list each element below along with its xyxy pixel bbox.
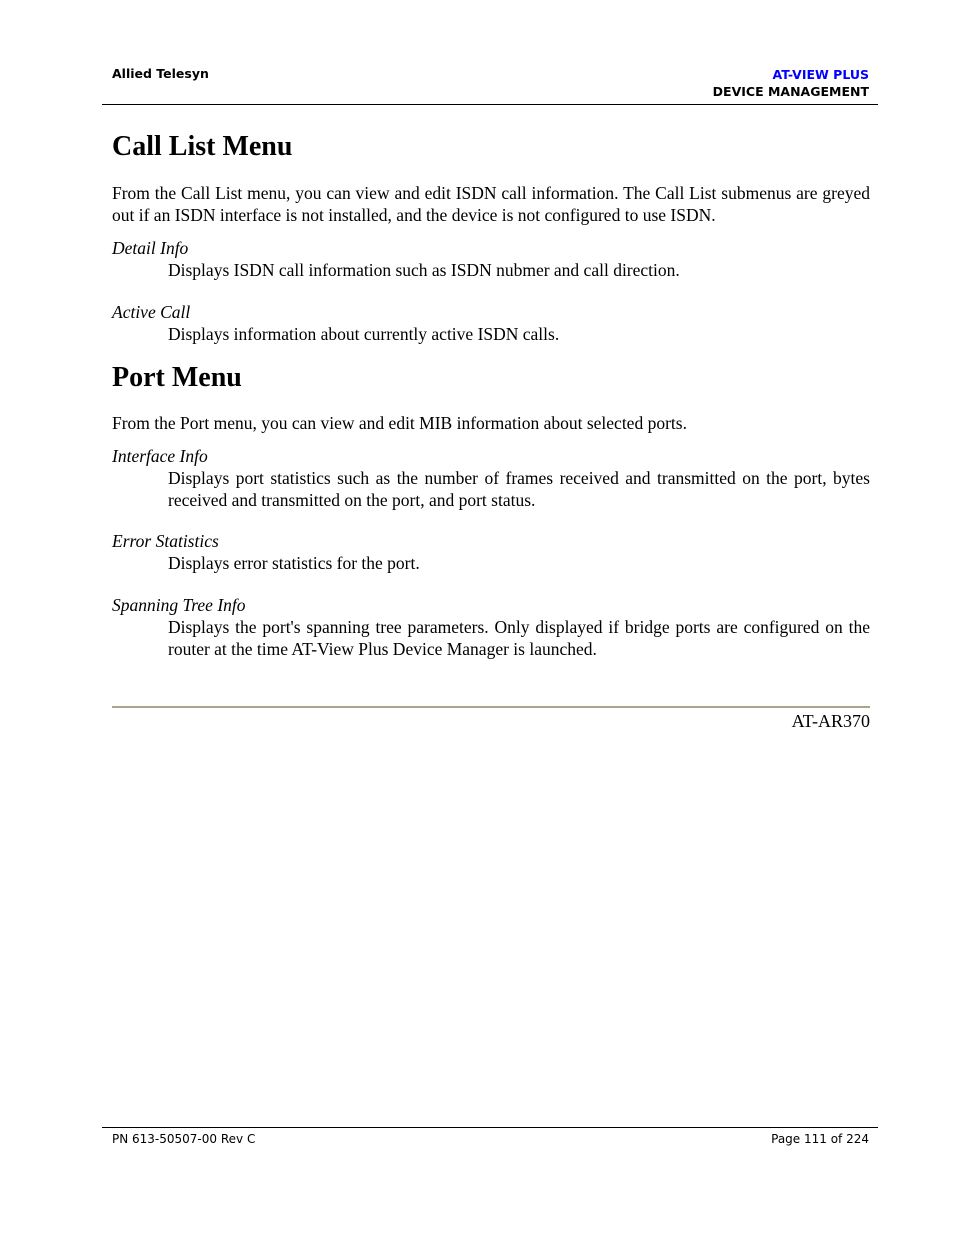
model-divider <box>112 706 870 708</box>
term-spanning-tree-info: Spanning Tree Info <box>112 595 246 615</box>
port-item-interface-info <box>112 446 870 511</box>
desc-spanning-tree-info: Displays the port's spanning tree parameters. Only displayed if bridge ports are configured on the router at the time AT-View Plus Device Manager is launched. <box>168 617 870 659</box>
desc-detail-info: Displays ISDN call information such as ISDN nubmer and call direction. <box>168 260 680 280</box>
footer-part-number: PN 613-50507-00 Rev C <box>112 1132 256 1146</box>
model-label: AT-AR370 <box>791 711 870 731</box>
call-list-intro: From the Call List menu, you can view and edit ISDN call information. The Call List submenus are greyed out if an ISDN interface is not installed, and the device is not configured to use ISDN. <box>112 183 870 225</box>
port-intro: From the Port menu, you can view and edit MIB information about selected ports. <box>112 413 687 433</box>
header-divider <box>102 104 878 105</box>
term-interface-info: Interface Info <box>112 446 208 466</box>
footer-page-number: Page 111 of 224 <box>771 1132 869 1146</box>
port-item-error-statistics <box>112 531 870 574</box>
heading-port-menu: Port Menu <box>112 362 242 393</box>
desc-error-statistics: Displays error statistics for the port. <box>168 553 420 573</box>
header-product: AT-VIEW PLUS <box>772 67 869 82</box>
term-error-statistics: Error Statistics <box>112 531 219 551</box>
term-detail-info: Detail Info <box>112 238 189 258</box>
heading-call-list-menu: Call List Menu <box>112 131 293 162</box>
call-list-item-active-call <box>112 302 870 345</box>
term-active-call: Active Call <box>112 302 191 322</box>
main-content <box>112 128 870 660</box>
header-title-block <box>713 66 869 100</box>
desc-active-call: Displays information about currently active ISDN calls. <box>168 324 560 344</box>
header-company: Allied Telesyn <box>112 66 209 81</box>
header-section: DEVICE MANAGEMENT <box>712 84 869 99</box>
footer-divider <box>102 1127 878 1128</box>
port-item-spanning-tree-info <box>112 595 870 660</box>
desc-interface-info: Displays port statistics such as the number of frames received and transmitted on the port, bytes received and transmitted on the port, and port status. <box>168 468 870 510</box>
call-list-item-detail-info <box>112 238 870 281</box>
